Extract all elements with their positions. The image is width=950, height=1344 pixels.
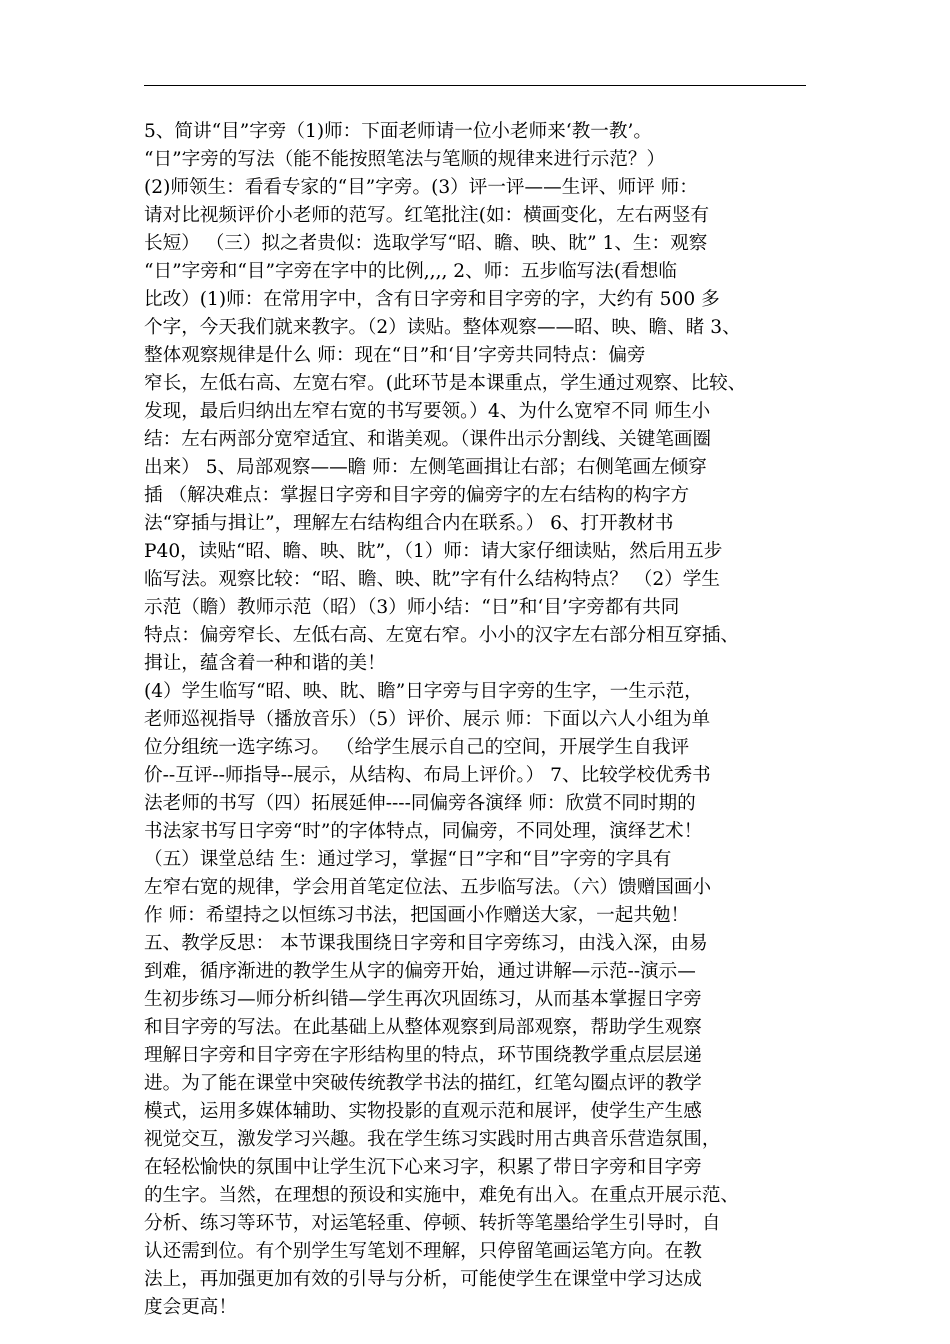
text-line: 5、简讲“目”字旁（1)师：下面老师请一位小老师来‘教一教’。: [144, 121, 652, 142]
text-line: （五）课堂总结 生：通过学习，掌握“日”字和“目”字旁的字具有: [144, 849, 672, 870]
text-line: 模式，运用多媒体辅助、实物投影的直观示范和展评，使学生产生感: [144, 1101, 702, 1122]
text-line: P40，读贴“昭、瞻、映、眈”，（1）师：请大家仔细读贴，然后用五步: [144, 541, 723, 562]
text-line: 长短） （三）拟之者贵似：选取学写“昭、瞻、映、眈” 1、生：观察: [144, 233, 708, 254]
text-line: 特点：偏旁窄长、左低右高、左宽右窄。小小的汉字左右部分相互穿插、: [144, 625, 740, 646]
text-line: “日”字旁和“目”字旁在字中的比例,,,, 2、师：五步临写法(看想临: [144, 261, 677, 282]
header-rule: [144, 85, 806, 86]
text-line: 请对比视频评价小老师的范写。红笔批注(如：横画变化，左右两竖有: [144, 205, 710, 226]
text-line: 在轻松愉快的氛围中让学生沉下心来习字，积累了带日字旁和目字旁: [144, 1157, 702, 1178]
text-line: 法“穿插与揖让”，理解左右结构组合内在联系。） 6、打开教材书: [144, 513, 674, 534]
text-line: (4）学生临写“昭、映、眈、瞻”日字旁与目字旁的生字，一生示范，: [144, 681, 703, 702]
text-line: 左窄右宽的规律，学会用首笔定位法、五步临写法。（六）馈赠国画小: [144, 877, 712, 898]
text-line: 法上，再加强更加有效的引导与分析，可能使学生在课堂中学习达成: [144, 1269, 702, 1290]
text-line: 分析、练习等环节，对运笔轻重、停顿、转折等笔墨给学生引导时，自: [144, 1213, 721, 1234]
text-line: 插 （解决难点：掌握日字旁和目字旁的偏旁字的左右结构的构字方: [144, 485, 690, 506]
text-line: 生初步练习—师分析纠错—学生再次巩固练习，从而基本掌握日字旁: [144, 989, 702, 1010]
text-line: 整体观察规律是什么 师：现在“日”和‘目’字旁共同特点：偏旁: [144, 345, 646, 366]
text-line: 认还需到位。有个别学生写笔划不理解，只停留笔画运笔方向。在教: [144, 1241, 702, 1262]
text-line: 法老师的书写（四）拓展延伸----同偏旁各演绎 师：欣赏不同时期的: [144, 793, 696, 814]
text-line: 位分组统一选字练习。 （给学生展示自己的空间，开展学生自我评: [144, 737, 690, 758]
text-line: 个字，今天我们就来教字。（2）读贴。整体观察——昭、映、瞻、睹 3、: [144, 317, 741, 338]
text-line: 发现，最后归纳出左窄右宽的书写要领。）4、为什么宽窄不同 师生小: [144, 401, 711, 422]
text-line: 到难，循序渐进的教学生从字的偏旁开始，通过讲解—示范--演示—: [144, 961, 696, 982]
text-line: 结：左右两部分宽窄适宜、和谐美观。（课件出示分割线、关键笔画圈: [144, 429, 712, 450]
text-line: 价--互评--师指导--展示，从结构、布局上评价。） 7、比较学校优秀书: [144, 765, 711, 786]
text-line: 出来） 5、局部观察——瞻 师：左侧笔画揖让右部；右侧笔画左倾穿: [144, 457, 707, 478]
document-body: [144, 118, 812, 1322]
text-line: 比改）(1)师：在常用字中，含有日字旁和目字旁的字，大约有 500 多: [144, 289, 720, 310]
text-line: (2)师领生：看看专家的“目”字旁。(3）评一评——生评、师评 师：: [144, 177, 698, 198]
text-line: 度会更高！: [144, 1297, 237, 1318]
text-line: 窄长，左低右高、左宽右窄。(此环节是本课重点，学生通过观察、比较、: [144, 373, 747, 394]
text-line: 揖让，蕴含着一种和谐的美！: [144, 653, 386, 674]
text-line: 示范（瞻）教师示范（昭）（3）师小结：“日”和‘目’字旁都有共同: [144, 597, 680, 618]
text-line: 的生字。当然，在理想的预设和实施中，难免有出入。在重点开展示范、: [144, 1185, 740, 1206]
text-line: 和目字旁的写法。在此基础上从整体观察到局部观察，帮助学生观察: [144, 1017, 702, 1038]
text-line: 理解日字旁和目字旁在字形结构里的特点，环节围绕教学重点层层递: [144, 1045, 702, 1066]
text-line: 进。为了能在课堂中突破传统教学书法的描红，红笔勾圈点评的教学: [144, 1073, 702, 1094]
text-line: 视觉交互，激发学习兴趣。我在学生练习实践时用古典音乐营造氛围，: [144, 1129, 721, 1150]
text-line: 临写法。观察比较：“昭、瞻、映、眈”字有什么结构特点？ （2）学生: [144, 569, 720, 590]
text-line: 五、教学反思： 本节课我围绕日字旁和目字旁练习，由浅入深，由易: [144, 933, 708, 954]
text-line: 作 师：希望持之以恒练习书法，把国画小作赠送大家，一起共勉！: [144, 905, 690, 926]
text-line: “日”字旁的写法（能不能按照笔法与笔顺的规律来进行示范？）: [144, 149, 666, 170]
text-line: 书法家书写日字旁“时”的字体特点，同偏旁，不同处理，演绎艺术！: [144, 821, 703, 842]
text-line: 老师巡视指导（播放音乐）（5）评价、展示 师：下面以六人小组为单: [144, 709, 711, 730]
